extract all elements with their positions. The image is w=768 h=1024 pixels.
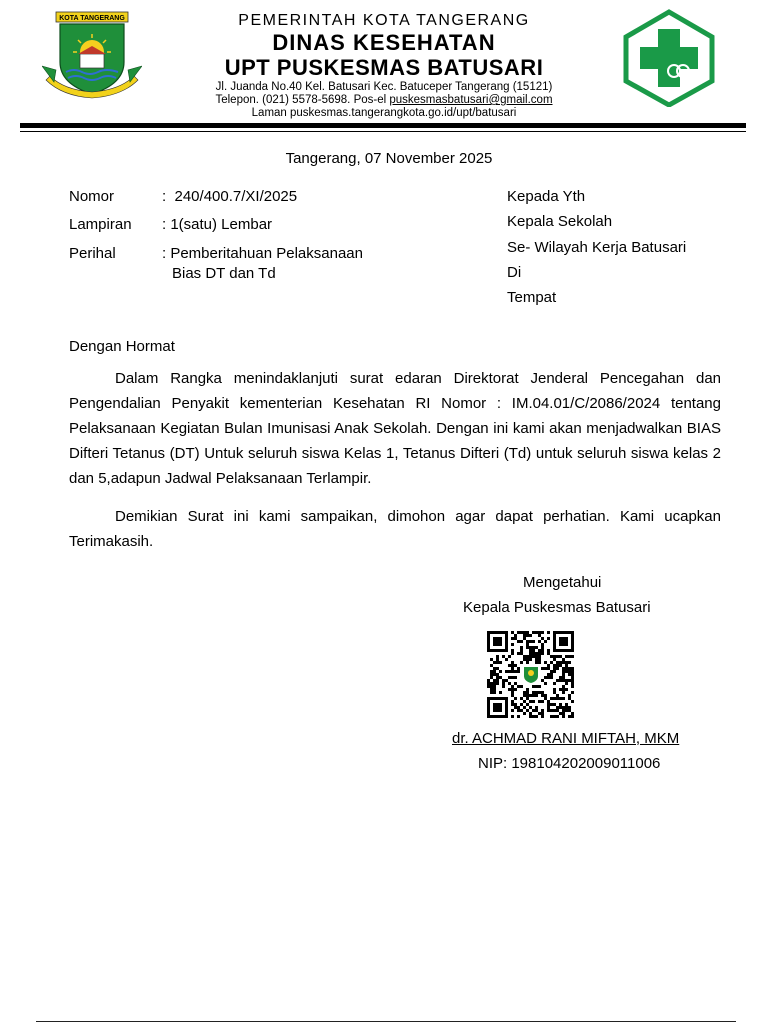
salutation: Dengan Hormat — [69, 338, 175, 355]
recipient-line: Kepala Sekolah — [507, 213, 613, 231]
perihal-value-line1: : Pemberitahuan Pelaksanaan — [162, 245, 363, 262]
letterhead-divider-thick — [20, 123, 746, 128]
signature-nip: NIP: 198104202009011006 — [478, 755, 661, 772]
recipient-line: Se- Wilayah Kerja Batusari — [507, 238, 687, 256]
puskesmas-logo — [622, 9, 716, 107]
letterhead-department: DINAS KESEHATAN — [272, 30, 496, 55]
signature-qr-code — [486, 631, 576, 719]
body-paragraph-1-text: Dalam Rangka menindaklanjuti surat edaran Direktorat Jenderal Pencegahan dan Pengendalian Penyakit kementerian Kesehatan RI Nomor : IM.04.01/C/2086/2024 tentang Pelaksanaan Kegiatan Bulan Imunisasi Anak Sekolah. Dengan ini kami akan menjadwalkan BIAS Difteri Tetanus (DT) Untuk seluruh siswa Kelas 1, Tetanus Difteri (Td) untuk seluruh siswa kelas 2 dan 5,adapun Jadwal Pelaksanaan Terlampir. — [69, 370, 721, 487]
recipient-line: Kepada Yth — [507, 188, 586, 205]
signature-acknowledge: Mengetahui — [523, 574, 602, 591]
perihal-label: Perihal — [69, 245, 116, 262]
letter-date: Tangerang, 07 November 2025 — [285, 150, 493, 167]
nomor-value: : 240/400.7/XI/2025 — [162, 188, 298, 205]
signature-name: dr. ACHMAD RANI MIFTAH, MKM — [452, 730, 680, 747]
body-paragraph-2-text: Demikian Surat ini kami sampaikan, dimohon agar dapat perhatian. Kami ucapkan Terimakasih. — [69, 508, 721, 550]
body-paragraph-1 — [69, 366, 721, 491]
body-paragraph-2 — [69, 504, 721, 554]
footer-divider — [36, 1021, 736, 1022]
letterhead-website: Laman puskesmas.tangerangkota.go.id/upt/batusari — [251, 107, 517, 119]
svg-text:KOTA TANGERANG: KOTA TANGERANG — [59, 15, 125, 22]
perihal-value-line2: Bias DT dan Td — [172, 265, 276, 282]
recipient-block — [507, 184, 686, 310]
lampiran-value: : 1(satu) Lembar — [162, 216, 273, 233]
recipient-line: Di — [507, 263, 522, 281]
letterhead-email-link[interactable]: puskesmasbatusari@gmail.com — [389, 94, 553, 106]
letterhead-address: Jl. Juanda No.40 Kel. Batusari Kec. Batuceper Tangerang (15121) — [215, 81, 553, 93]
signature-position: Kepala Puskesmas Batusari — [463, 599, 651, 616]
letterhead-unit: UPT PUSKESMAS BATUSARI — [224, 55, 544, 80]
letterhead-divider-thin — [20, 131, 746, 132]
letterhead-phone: Telepon. (021) 5578-5698. Pos-el — [215, 94, 390, 106]
letterhead-government: PEMERINTAH KOTA TANGERANG — [238, 12, 530, 29]
recipient-line: Tempat — [507, 289, 557, 307]
nomor-label: Nomor — [69, 188, 115, 205]
lampiran-label: Lampiran — [69, 216, 132, 233]
